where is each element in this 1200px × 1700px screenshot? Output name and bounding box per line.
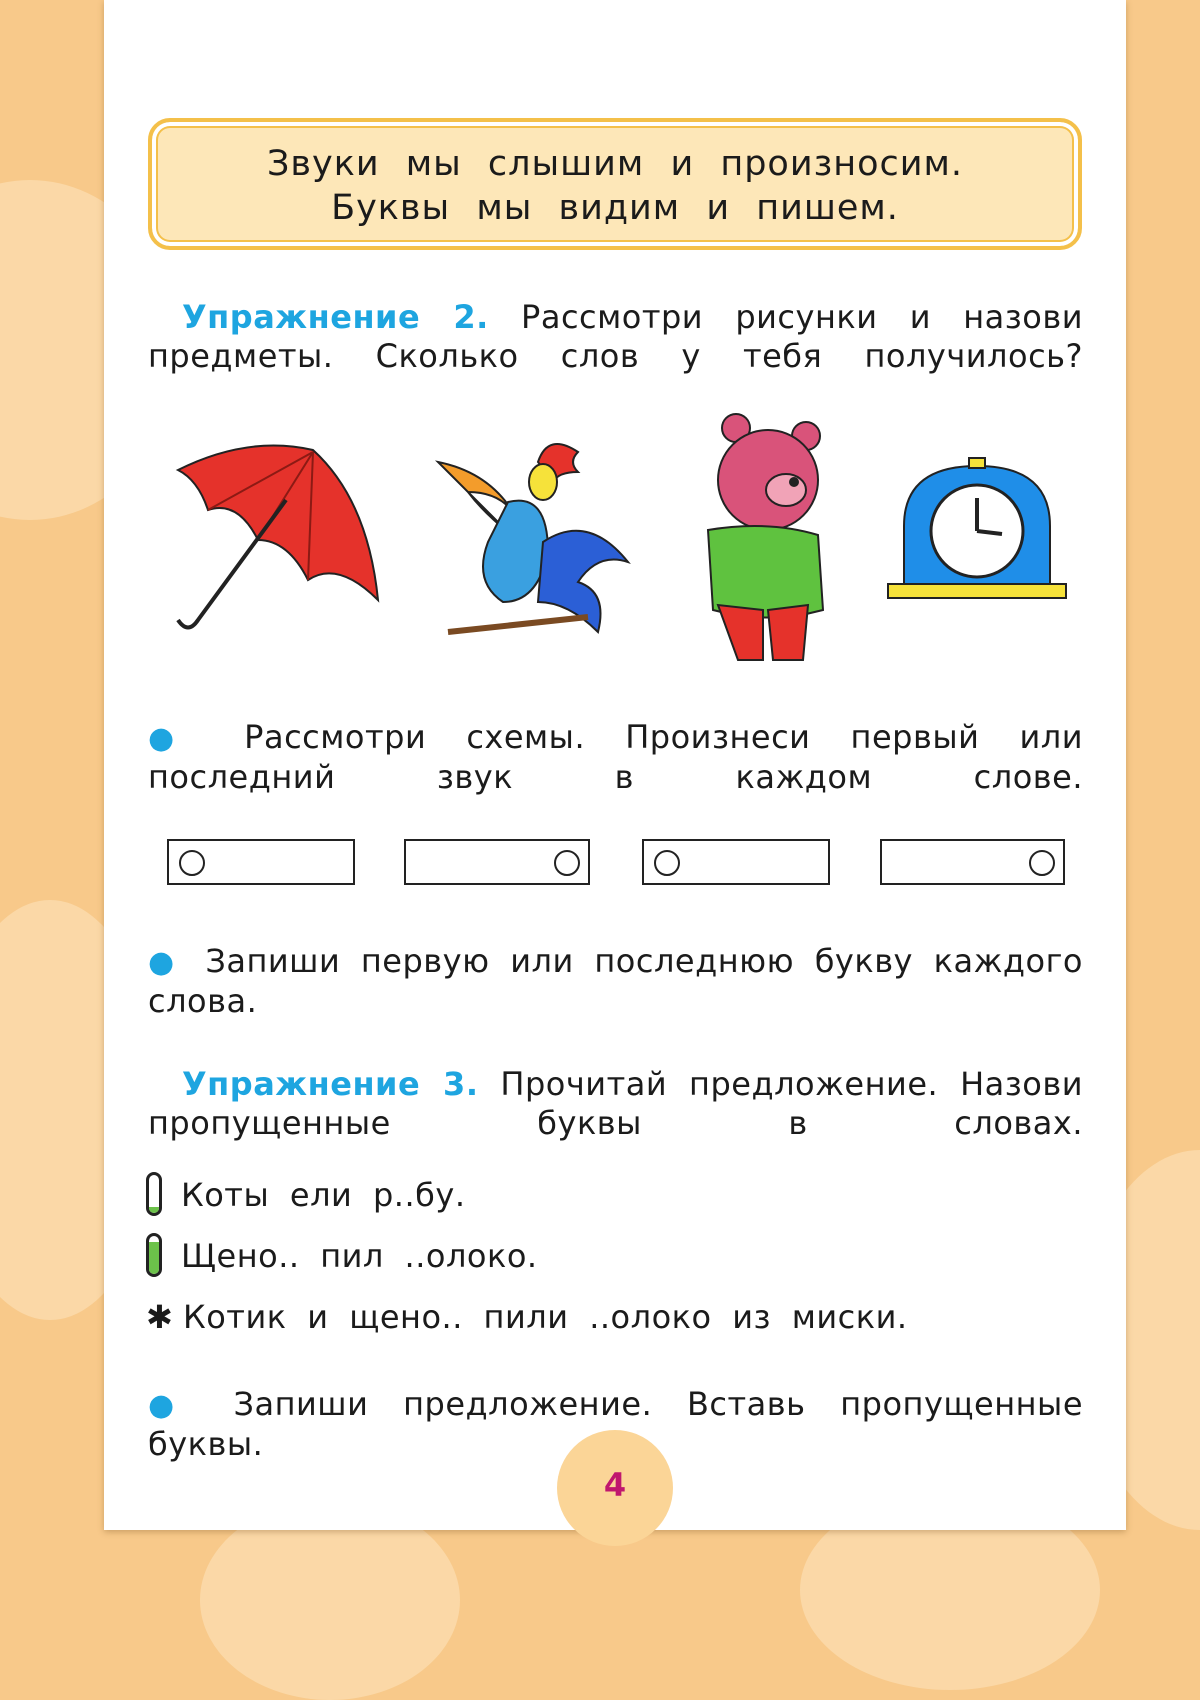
sound-scheme-2 [404, 839, 590, 885]
exercise-3-instruction: Прочитай предложение. Назови пропущенные буквы в словах. [148, 1065, 1084, 1142]
background-blob [200, 1500, 460, 1700]
sound-scheme-1 [167, 839, 355, 885]
exercise-2-instruction: Рассмотри рисунки и назови предметы. Сколько слов у тебя получилось? [148, 298, 1084, 375]
sound-circle-icon [179, 850, 205, 876]
sentence-2: Щено.. пил ..олоко. [181, 1237, 538, 1275]
exercise-2-task-1 [148, 718, 1083, 798]
sound-scheme-3 [642, 839, 830, 885]
difficulty-level-icon [146, 1172, 162, 1216]
asterisk-icon: ✱ [146, 1298, 174, 1336]
exercise-2-task-2 [148, 942, 1083, 1022]
clock-icon [884, 456, 1070, 606]
sound-circle-icon [1029, 850, 1055, 876]
umbrella-icon [168, 440, 388, 640]
exercise-2-label: Упражнение 2. [182, 298, 489, 336]
page-number: 4 [603, 1466, 627, 1504]
sentence-3: Котик и щено.. пили ..олоко из миски. [183, 1298, 908, 1336]
bullet-icon: ● [148, 721, 205, 756]
sound-circle-icon [654, 850, 680, 876]
sound-scheme-4 [880, 839, 1065, 885]
exercise-3-text-block [148, 1065, 1083, 1145]
difficulty-level-icon [146, 1233, 162, 1277]
bullet-icon: ● [148, 1388, 199, 1423]
bullet-icon: ● [148, 945, 185, 980]
task-1-text: Рассмотри схемы. Произнеси первый или последний звук в каждом слове. [148, 718, 1083, 796]
bear-icon [688, 410, 838, 670]
sentence-1: Коты ели р..бу. [181, 1176, 466, 1214]
task-2-text: Запиши первую или последнюю букву каждого слова. [148, 942, 1083, 1020]
rooster-icon [428, 432, 638, 652]
exercise-3-task [148, 1385, 1084, 1463]
exercise-2-text-block [148, 298, 1083, 378]
rule-line-2: Буквы мы видим и пишем. [331, 188, 899, 228]
rule-line-1: Звуки мы слышим и произносим. [266, 144, 964, 184]
rule-box [148, 118, 1082, 250]
task-3-text: Запиши предложение. Вставь пропущенные буквы. [148, 1385, 1084, 1463]
exercise-3-label: Упражнение 3. [182, 1065, 479, 1103]
page-number-badge [557, 1430, 673, 1546]
sound-circle-icon [554, 850, 580, 876]
